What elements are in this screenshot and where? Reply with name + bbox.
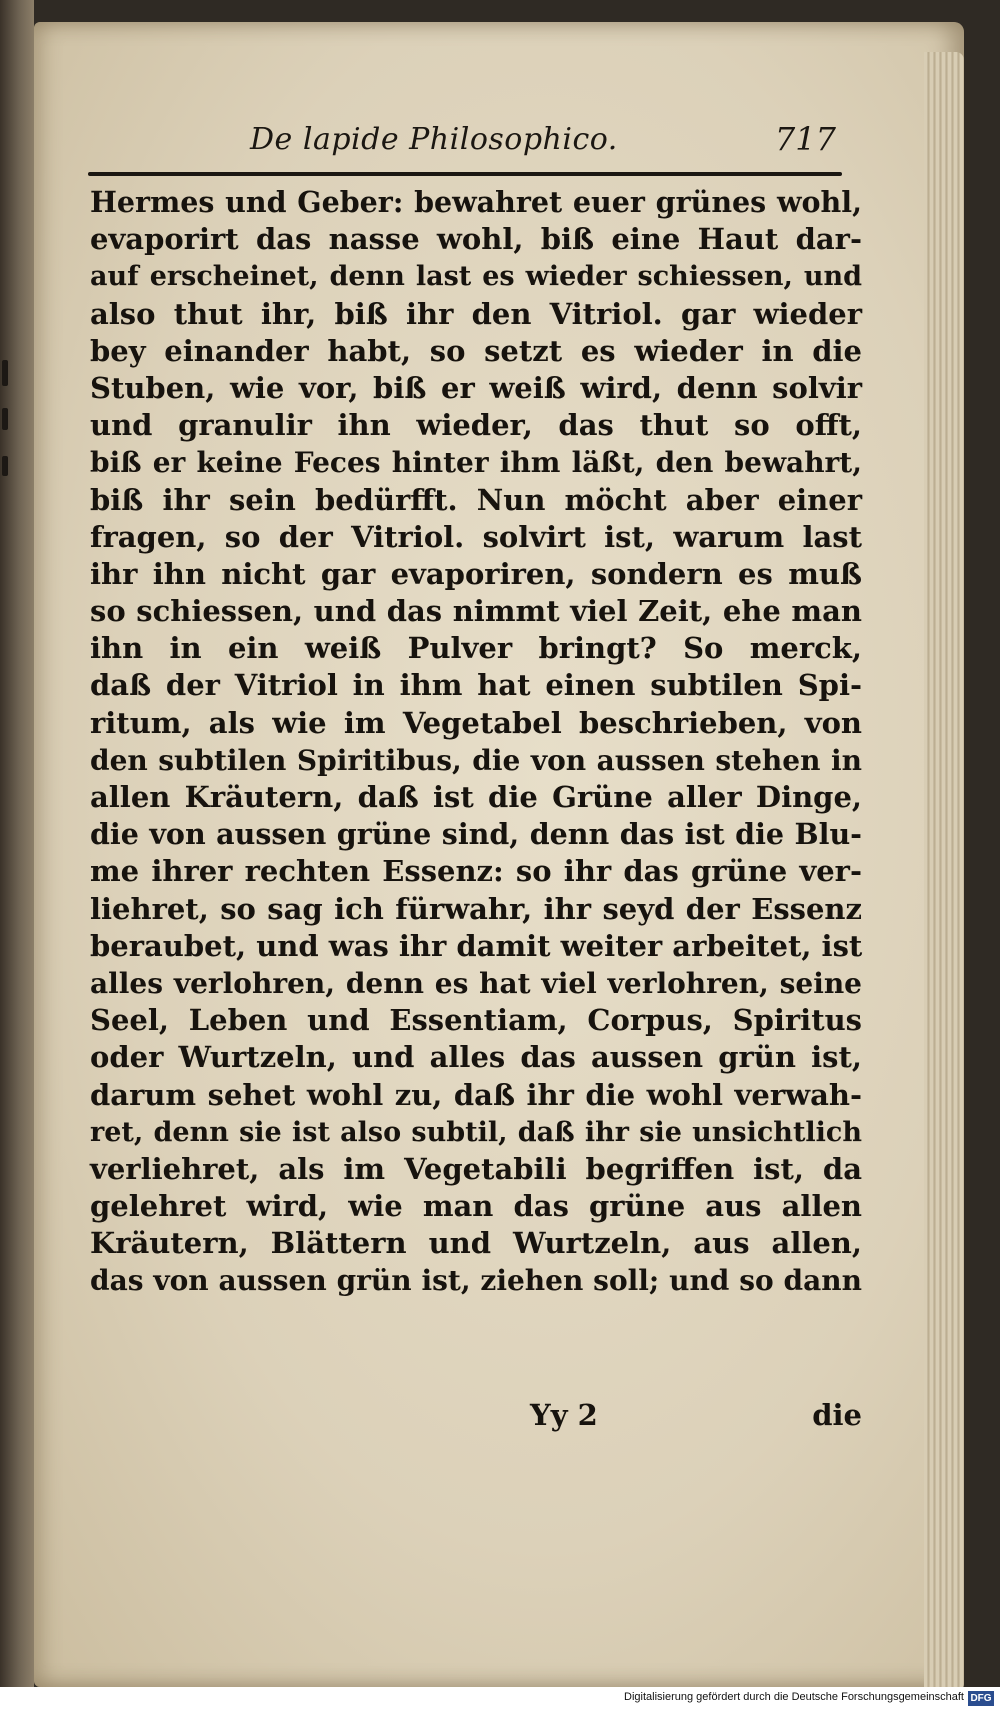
text-line: me ihrer rechten Essenz: so ihr das grüne ver- (90, 854, 862, 889)
text-line: also thut ihr, biß ihr den Vitriol. gar wieder (90, 296, 862, 331)
gutter-mark (2, 408, 8, 430)
text-line: fragen, so der Vitriol. solvirt ist, warum last (90, 519, 862, 554)
gutter-mark (2, 456, 8, 476)
text-line: daß der Vitriol in ihm hat einen subtilen Spi- (90, 668, 862, 703)
page-number: 717 (774, 120, 836, 158)
text-line: verliehret, als im Vegetabili begriffen ist, da (90, 1151, 862, 1186)
text-line: gelehret wird, wie man das grüne aus allen (90, 1189, 862, 1224)
text-line: die von aussen grüne sind, denn das ist die Blu- (90, 817, 862, 852)
text-line: liehret, so sag ich fürwahr, ihr seyd der Essenz (90, 891, 862, 926)
credit-bar (0, 1687, 1000, 1711)
credit-text: Digitalisierung gefördert durch die Deutsche Forschungsgemeinschaft (624, 1691, 964, 1703)
text-line: auf erscheinet, denn last es wieder schiessen, und (90, 261, 862, 293)
running-title: De lapide Philosophico. (250, 122, 618, 157)
text-line: beraubet, und was ihr damit weiter arbeitet, ist (90, 928, 863, 963)
text-line: das von aussen grün ist, ziehen soll; und so dann (90, 1264, 862, 1298)
text-line: Kräutern, Blättern und Wurtzeln, aus allen, (90, 1226, 862, 1261)
text-line: alles verlohren, denn es hat viel verlohren, seine (90, 966, 862, 1000)
text-line: ret, denn sie ist also subtil, daß ihr sie unsichtlich (90, 1116, 862, 1148)
text-line: Seel, Leben und Essentiam, Corpus, Spiritus (90, 1003, 862, 1038)
catchword: die (812, 1398, 862, 1432)
text-line: und granulir ihn wieder, das thut so offt, (90, 408, 862, 443)
page-footer (90, 1398, 862, 1438)
text-line: bey einander habt, so setzt es wieder in die (90, 333, 862, 368)
header-rule (88, 172, 842, 176)
running-header (90, 118, 850, 170)
book-binding-edge (0, 0, 34, 1711)
text-line: biß er keine Feces hinter ihm läßt, den bewahrt, (90, 446, 862, 480)
page-edges (924, 52, 964, 1692)
text-line: ihn in ein weiß Pulver bringt? So merck, (90, 631, 862, 666)
text-line: ihr ihn nicht gar evaporiren, sondern es muß (90, 556, 862, 591)
text-line: Stuben, wie vor, biß er weiß wird, denn solvir (90, 370, 862, 405)
text-line: den subtilen Spiritibus, die von aussen stehen in (90, 743, 862, 777)
text-line: ritum, als wie im Vegetabel beschrieben, von (90, 705, 862, 740)
signature-mark: Yy 2 (530, 1398, 598, 1432)
body-text (90, 184, 862, 1300)
text-line: biß ihr sein bedürfft. Nun möcht aber einer (90, 482, 862, 517)
gutter-mark (2, 360, 8, 386)
text-line: evaporirt das nasse wohl, biß eine Haut dar- (90, 222, 862, 257)
dfg-logo: DFG (968, 1691, 994, 1706)
text-line: oder Wurtzeln, und alles das aussen grün ist, (90, 1040, 862, 1075)
text-line: Hermes und Geber: bewahret euer grünes wohl, (90, 185, 862, 219)
text-line: allen Kräutern, daß ist die Grüne aller Dinge, (90, 780, 862, 814)
text-line: darum sehet wohl zu, daß ihr die wohl verwah- (90, 1077, 862, 1112)
gutter-marks (0, 360, 12, 480)
text-line: so schiessen, und das nimmt viel Zeit, ehe man (90, 594, 862, 629)
